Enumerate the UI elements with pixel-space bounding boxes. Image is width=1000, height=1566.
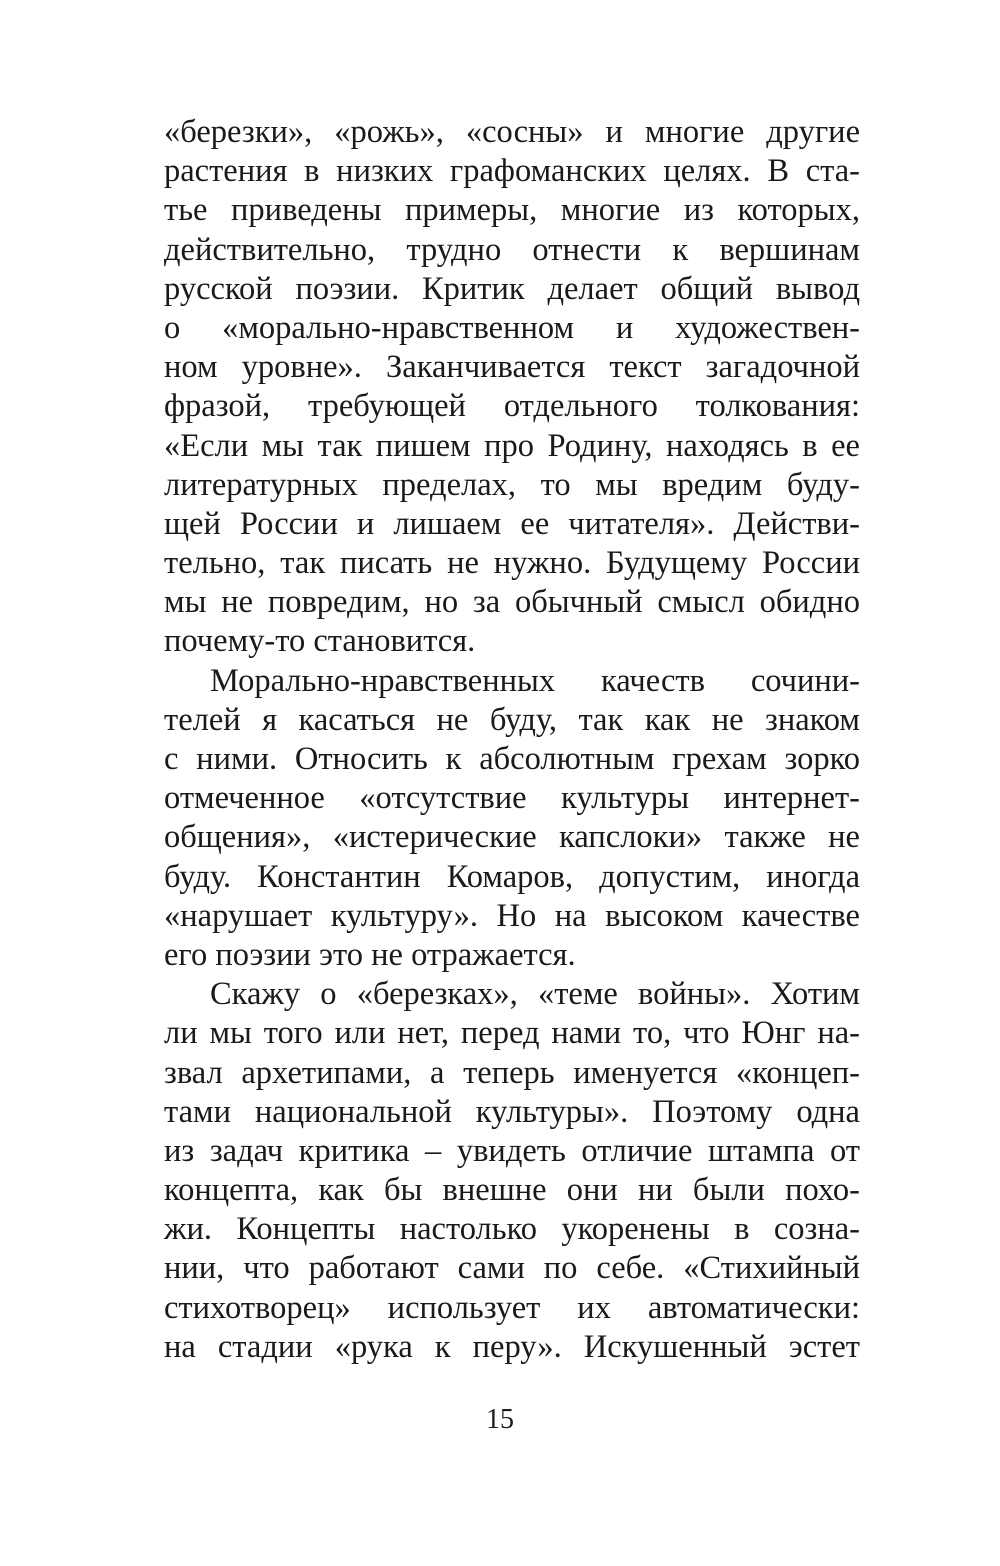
text-line: русской поэзии. Критик делает общий вывод — [164, 270, 860, 307]
paragraph — [164, 975, 860, 1367]
text-line: ном уровне». Заканчивается текст загадочной — [164, 349, 860, 386]
text-line: «нарушает культуру». Но на высоком качестве — [164, 897, 860, 934]
page-number: 15 — [486, 1404, 514, 1435]
text-line: общения», «истерические капслоки» также не — [164, 819, 860, 856]
text-line: нии, что работают сами по себе. «Стихийный — [164, 1250, 860, 1287]
text-line: фразой, требующей отдельного толкования: — [164, 388, 860, 425]
text-line: тельно, так писать не нужно. Будущему России — [164, 545, 860, 582]
text-line: телей я касаться не буду, так как не знаком — [164, 701, 860, 738]
text-line: ли мы того или нет, перед нами то, что Юнг на- — [164, 1015, 860, 1052]
text-line: щей России и лишаем ее читателя». Действи- — [164, 505, 860, 542]
text-line: почему-то становится. — [164, 623, 476, 660]
paragraph — [164, 113, 860, 662]
text-line: из задач критика – увидеть отличие штампа от — [164, 1132, 860, 1169]
body-text — [164, 113, 860, 1367]
text-line: буду. Константин Комаров, допустим, иногда — [164, 858, 860, 895]
text-line: концепта, как бы внешне они ни были похо- — [164, 1172, 860, 1209]
text-line: тами национальной культуры». Поэтому одна — [164, 1093, 860, 1130]
text-line: на стадии «рука к перу». Искушенный эстет — [164, 1328, 860, 1365]
text-line: тье приведены примеры, многие из которых, — [164, 192, 860, 229]
text-line: его поэзии это не отражается. — [164, 936, 576, 973]
text-line: звал архетипами, а теперь именуется «концеп- — [164, 1054, 860, 1091]
text-line: стихотворец» использует их автоматически: — [164, 1289, 860, 1326]
text-line: отмеченное «отсутствие культуры интернет- — [164, 780, 860, 817]
text-line: растения в низких графоманских целях. В ста- — [164, 153, 860, 190]
text-line: «березки», «рожь», «сосны» и многие другие — [164, 114, 860, 150]
text-line: жи. Концепты настолько укоренены в созна- — [164, 1211, 860, 1248]
text-line: Скажу о «березках», «теме войны». Хотим — [210, 976, 860, 1013]
text-line: мы не повредим, но за обычный смысл обидно — [164, 584, 860, 621]
paragraph — [164, 662, 860, 976]
text-line: о «морально-нравственном и художествен- — [164, 309, 860, 346]
text-line: литературных пределах, то мы вредим буду- — [164, 466, 860, 503]
text-line: с ними. Относить к абсолютным грехам зорко — [164, 741, 860, 777]
text-line: действительно, трудно отнести к вершинам — [164, 231, 860, 268]
text-line: Морально-нравственных качеств сочини- — [210, 662, 860, 699]
text-line: «Если мы так пишем про Родину, находясь в ее — [164, 427, 860, 464]
